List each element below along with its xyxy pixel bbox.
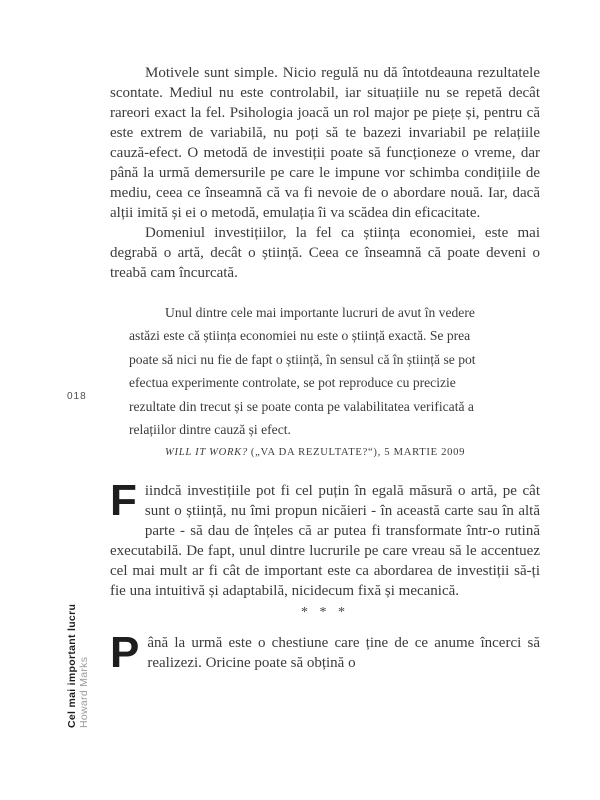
dropcap-initial-p: P <box>110 627 140 677</box>
quote-source-note: („VA DA REZULTATE?“), 5 MARTIE 2009 <box>250 447 466 459</box>
quote-attribution <box>165 441 479 464</box>
body-paragraph: Motivele sunt simple. Nicio regulă nu dă întotdeauna rezultatele scontate. Mediul nu este controlabil, iar situațiile nu se repetă decât rareori exact la fel. Psihologia joacă un rol major pe piețe și, pentru că este extrem de variabilă, nu poți să te bazezi invariabil pe relațiile cauză-efect. O metodă de investiții poate să funcționeze o vreme, dar până la urmă demersurile pe care le impune vor schimba condițiile de mediu, ceea ce înseamnă că va fi nevoie de o abordare nouă. Iar, dacă alții imită și ei o metodă, emulația îi va scădea din eficacitate. <box>110 65 540 221</box>
dropcap-paragraph-text: ână la urmă este o chestiune care ține de ce anume încerci să realizezi. Oricine poate să obțină o <box>147 634 540 671</box>
quote-text: Unul dintre cele mai importante lucruri de avut în vedere astăzi este că știința economiei nu este o știință exactă. Se prea poate să nici nu fie de fapt o știință, în sensul că în știință se pot efectua experimente controlate, se pot reproduce cu precizie rezultate din trecut și se poate conta pe valabilitatea verificată a relațiilor dintre cauză și efect. <box>129 305 476 438</box>
text-column <box>110 63 540 675</box>
dropcap-paragraph-f <box>110 475 540 601</box>
section-separator: * * * <box>301 604 349 620</box>
block-quote <box>129 301 479 465</box>
book-author: Howard Marks <box>78 656 90 728</box>
dropcap-initial-f: F <box>110 475 137 525</box>
quote-source-title: WILL IT WORK? <box>165 447 248 459</box>
dropcap-paragraph-text: iindcă investițiile pot fi cel puțin în egală măsură o artă, pe cât sunt o știință, nu îmi propun nicăieri - în această carte sau în altă parte - să dau de înțeles că ar putea fi transformate într-o rutină executabilă. De fapt, unul dintre lucrurile pe care vreau să le accentuez cel mai mult ar fi cât de important este ca abordarea de investiții să-ți fie una intuitivă și adaptabilă, nicidecum fixă și mecanică. <box>110 482 540 599</box>
dropcap-paragraph-p <box>110 627 540 677</box>
book-title: Cel mai important lucru <box>66 603 78 728</box>
body-paragraph: Domeniul investițiilor, la fel ca știința economiei, este mai degrabă o artă, decât o știință. Ceea ce înseamnă că poate deveni o treabă cam încurcată. <box>110 225 540 281</box>
spine-text <box>66 593 90 728</box>
page-number: 018 <box>67 391 87 402</box>
